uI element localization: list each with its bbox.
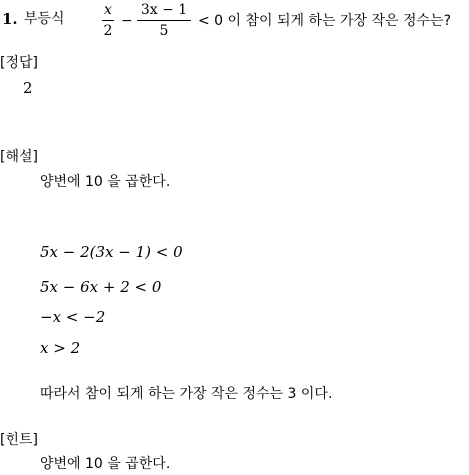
problem-number: 1. <box>2 10 18 28</box>
fraction-numerator: x <box>104 2 112 18</box>
answer-value: 2 <box>23 79 33 97</box>
fraction-numerator: 3x − 1 <box>140 2 188 18</box>
minus-sign: − <box>121 13 133 29</box>
equation-step: x > 2 <box>40 339 81 357</box>
fraction-x-over-2 <box>102 3 114 38</box>
explanation-intro: 양변에 10 을 곱한다. <box>40 174 171 190</box>
fraction-3x-minus-1-over-5 <box>137 3 191 38</box>
fraction-denominator: 2 <box>103 23 113 39</box>
explanation-label: [해설] <box>0 149 38 165</box>
fraction-denominator: 5 <box>159 23 169 39</box>
problem-lead-text: 부등식 <box>24 11 65 27</box>
explanation-conclusion: 따라서 참이 되게 하는 가장 작은 정수는 3 이다. <box>40 386 333 402</box>
problem-tail-text: < 0 이 참이 되게 하는 가장 작은 정수는? <box>198 13 452 29</box>
hint-text: 양변에 10 을 곱한다. <box>40 456 171 472</box>
fraction-bar <box>102 20 114 21</box>
fraction-bar <box>137 20 191 21</box>
answer-label: [정답] <box>0 55 38 71</box>
equation-step: 5x − 2(3x − 1) < 0 <box>40 243 183 261</box>
equation-step: 5x − 6x + 2 < 0 <box>40 278 162 296</box>
equation-step: −x < −2 <box>40 308 106 326</box>
hint-label: [힌트] <box>0 432 38 448</box>
